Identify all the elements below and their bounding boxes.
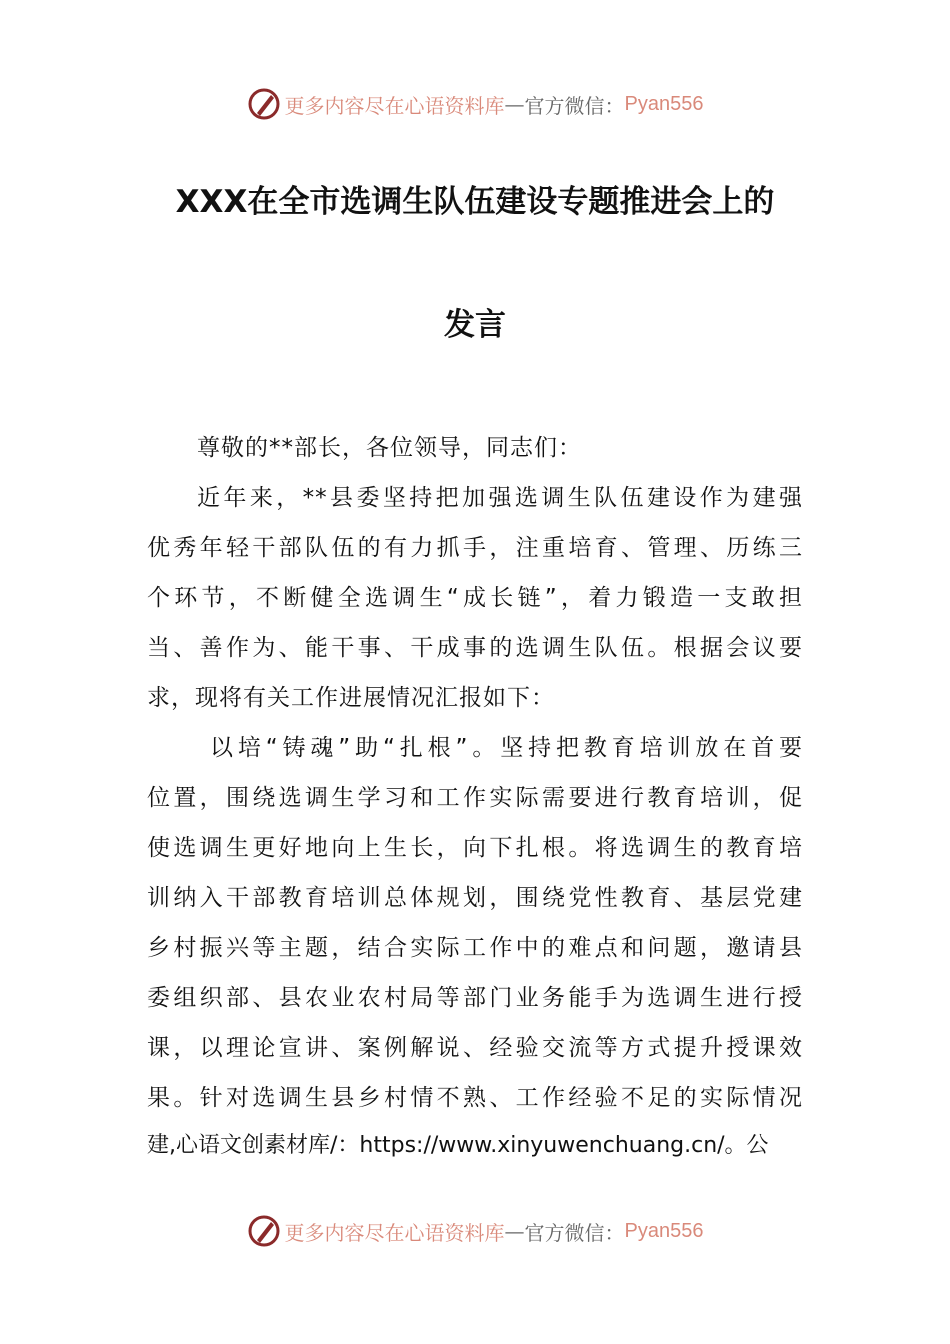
body-line: 尊敬的**部长，各位领导，同志们： [197, 435, 582, 461]
body-line: 果。针对选调生县乡村情不熟、工作经验不足的实际情况 [147, 1085, 803, 1111]
watermark-site: 更多内容尽在心语资料库 [284, 1220, 505, 1245]
body-line: 课，以理论宣讲、案例解说、经验交流等方式提升授课效 [147, 1035, 803, 1061]
body-line: 优秀年轻干部队伍的有力抓手，注重培育、管理、历练三 [147, 535, 803, 561]
body-line: 求，现将有关工作进展情况汇报如下： [147, 685, 555, 711]
watermark-label: 官方微信： [524, 93, 625, 118]
pen-logo-icon [247, 1214, 281, 1248]
watermark-header [0, 84, 950, 124]
body-line: 训纳入干部教育培训总体规划，围绕党性教育、基层党建 [147, 885, 803, 911]
body-line: 当、善作为、能干事、干成事的选调生队伍。根据会议要 [147, 635, 803, 661]
watermark-account: Pyan556 [624, 1219, 704, 1242]
pen-logo-icon [247, 87, 281, 121]
body-line: 位置，围绕选调生学习和工作实际需要进行教育培训，促 [147, 785, 803, 811]
body-line: 乡村振兴等主题，结合实际工作中的难点和问题，邀请县 [147, 935, 803, 961]
document-title-line2: 发言 [444, 307, 506, 343]
document-title-line1: XXX在全市选调生队伍建设专题推进会上的 [175, 184, 775, 220]
watermark-account: Pyan556 [624, 92, 704, 115]
body-line: 个环节，不断健全选调生“成长链”，着力锻造一支敢担 [147, 585, 803, 611]
watermark-footer [0, 1211, 950, 1251]
body-line: 委组织部、县农业农村局等部门业务能手为选调生进行授 [147, 985, 803, 1011]
watermark-site: 更多内容尽在心语资料库 [284, 93, 505, 118]
watermark-dash: — [504, 92, 525, 116]
watermark-dash: — [504, 1219, 525, 1243]
body-line: 以培“铸魂”助“扎根”。坚持把教育培训放在首要 [210, 735, 803, 761]
body-line-link: 建,心语文创素材库/：https://www.xinyuwenchuang.cn/。公 [147, 1133, 769, 1158]
body-line: 近年来，**县委坚持把加强选调生队伍建设作为建强 [197, 485, 803, 511]
watermark-label: 官方微信： [524, 1220, 625, 1245]
body-line: 使选调生更好地向上生长，向下扎根。将选调生的教育培 [147, 835, 803, 861]
